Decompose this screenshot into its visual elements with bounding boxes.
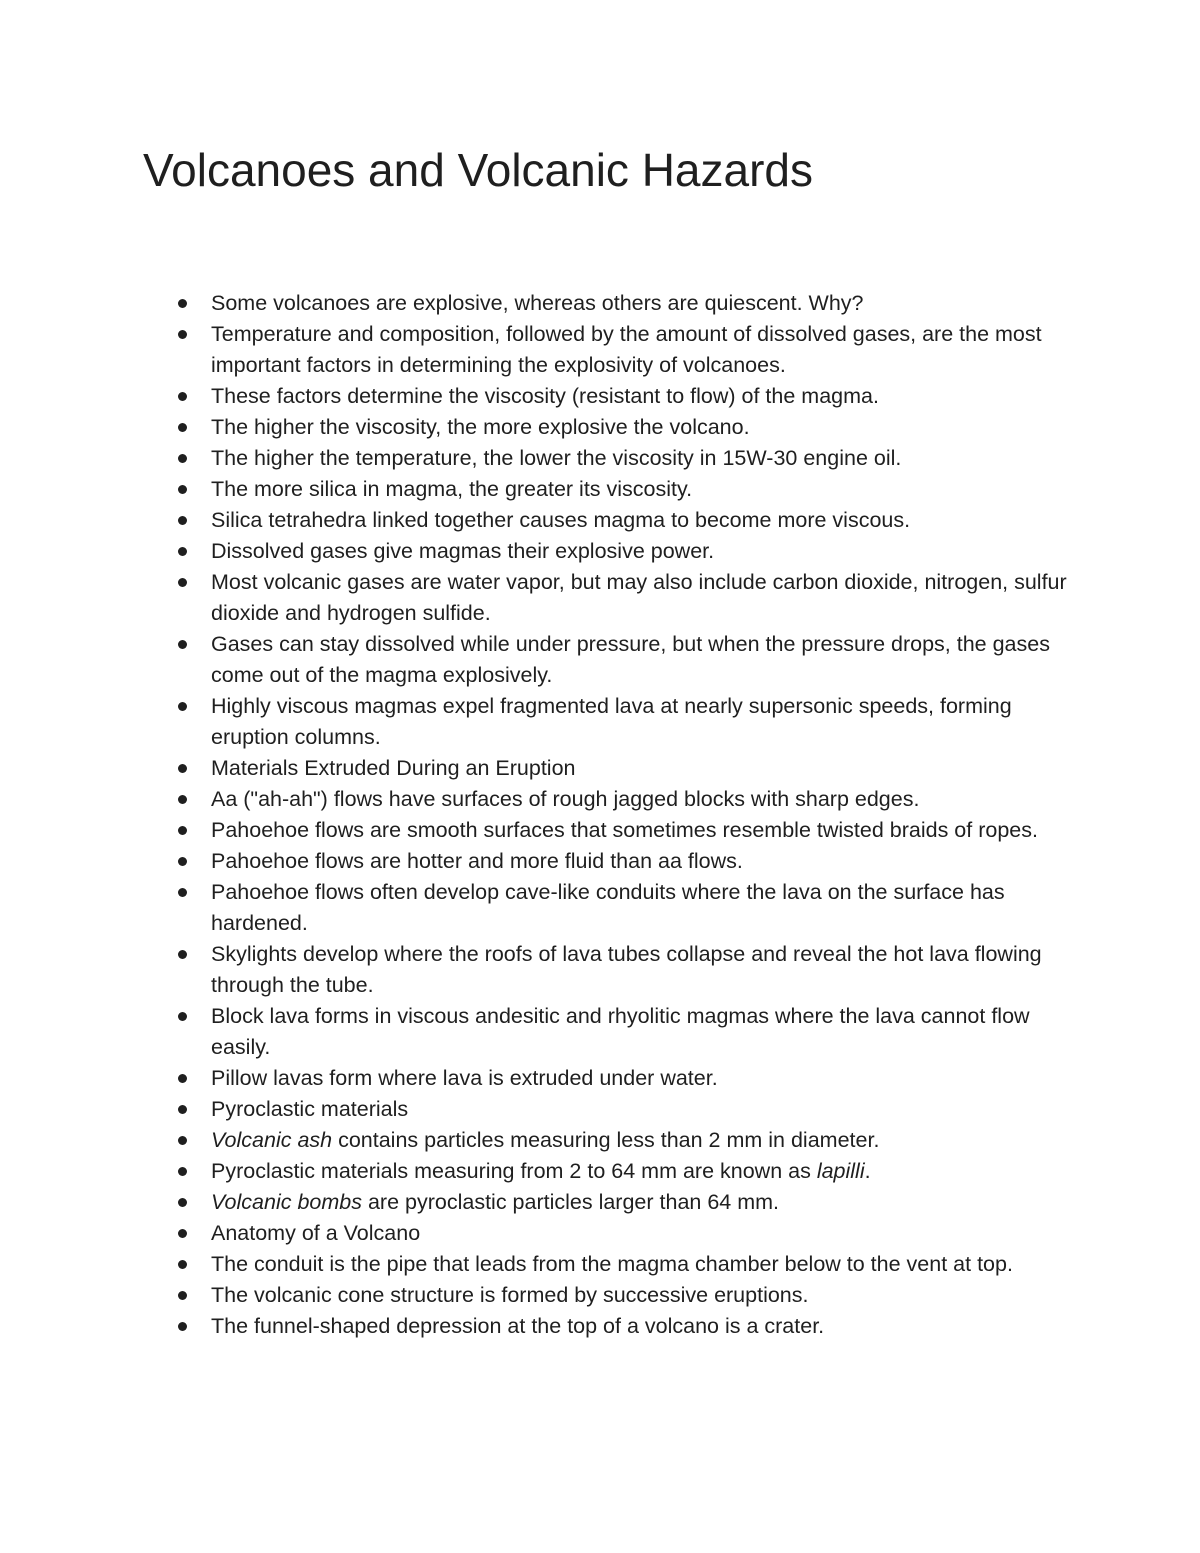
list-item-italic-term: lapilli (816, 1159, 865, 1183)
list-item-text: Silica tetrahedra linked together causes magma to become more viscous. (211, 508, 911, 532)
bullet-icon (178, 888, 187, 897)
list-item-text: The higher the viscosity, the more explosive the volcano. (211, 415, 750, 439)
bullet-icon (178, 1074, 187, 1083)
list-item-text: Block lava forms in viscous andesitic and rhyolitic magmas where the lava cannot flow easily. (211, 1004, 1030, 1059)
bullet-icon (178, 1198, 187, 1207)
bullet-icon (178, 578, 187, 587)
list-item (211, 1187, 1071, 1218)
list-item (211, 1311, 1071, 1342)
list-item-text: are pyroclastic particles larger than 64 mm. (361, 1190, 780, 1214)
bullet-icon (178, 299, 187, 308)
list-item-text: Pahoehoe flows are smooth surfaces that sometimes resemble twisted braids of ropes. (211, 818, 1038, 842)
list-item (211, 877, 1071, 939)
list-item-text: The conduit is the pipe that leads from the magma chamber below to the vent at top. (211, 1252, 1013, 1276)
bullet-icon (178, 330, 187, 339)
list-item (211, 939, 1071, 1001)
bullet-icon (178, 640, 187, 649)
bullet-icon (178, 1167, 187, 1176)
list-item-text: Temperature and composition, followed by the amount of dissolved gases, are the most important factors in determining the explosivity of volcanoes. (211, 322, 1042, 377)
list-item (211, 443, 1071, 474)
list-item (211, 381, 1071, 412)
list-item (211, 288, 1071, 319)
bullet-icon (178, 702, 187, 711)
list-item-italic-term: Volcanic bombs (211, 1190, 362, 1214)
bullet-icon (178, 1105, 187, 1114)
list-item-text: Aa ("ah-ah") flows have surfaces of rough jagged blocks with sharp edges. (211, 787, 920, 811)
list-item-text: Anatomy of a Volcano (211, 1221, 421, 1245)
list-item-text: These factors determine the viscosity (resistant to flow) of the magma. (211, 384, 879, 408)
list-item (211, 1280, 1071, 1311)
list-item-text: Pillow lavas form where lava is extruded under water. (211, 1066, 718, 1090)
bullet-icon (178, 1260, 187, 1269)
list-item-text: Pyroclastic materials measuring from 2 to 64 mm are known as (211, 1159, 817, 1183)
list-item-text: Gases can stay dissolved while under pressure, but when the pressure drops, the gases come out of the magma explosively. (211, 632, 1050, 687)
list-item-text: The funnel-shaped depression at the top of a volcano is a crater. (211, 1314, 825, 1338)
list-item-text: Pyroclastic materials (211, 1097, 409, 1121)
list-item-text: Pahoehoe flows often develop cave-like conduits where the lava on the surface has hardened. (211, 880, 1005, 935)
bullet-icon (178, 826, 187, 835)
list-item (211, 629, 1071, 691)
bullet-icon (178, 423, 187, 432)
list-item (211, 1125, 1071, 1156)
list-item (211, 1094, 1071, 1125)
list-item (211, 1218, 1071, 1249)
list-item (211, 1063, 1071, 1094)
bullet-icon (178, 1136, 187, 1145)
bullet-icon (178, 485, 187, 494)
list-item (211, 412, 1071, 443)
list-item-italic-term: Volcanic ash (211, 1128, 333, 1152)
list-item-text: Highly viscous magmas expel fragmented lava at nearly supersonic speeds, forming eruption columns. (211, 694, 1012, 749)
list-item (211, 1249, 1071, 1280)
bullet-icon (178, 516, 187, 525)
list-item-text: Dissolved gases give magmas their explosive power. (211, 539, 715, 563)
list-item (211, 1001, 1071, 1063)
bullet-icon (178, 547, 187, 556)
list-item-text: The volcanic cone structure is formed by successive eruptions. (211, 1283, 809, 1307)
list-item-text-tail: . (864, 1159, 871, 1183)
list-item-text: Most volcanic gases are water vapor, but may also include carbon dioxide, nitrogen, sulfur dioxide and hydrogen sulfide. (211, 570, 1067, 625)
list-item (211, 505, 1071, 536)
list-item-text: The higher the temperature, the lower the viscosity in 15W-30 engine oil. (211, 446, 902, 470)
bullet-list (211, 288, 1071, 1342)
list-item (211, 815, 1071, 846)
bullet-icon (178, 950, 187, 959)
list-item (211, 1156, 1071, 1187)
bullet-icon (178, 1012, 187, 1021)
list-item (211, 753, 1071, 784)
bullet-icon (178, 1229, 187, 1238)
bullet-icon (178, 392, 187, 401)
bullet-icon (178, 454, 187, 463)
list-item (211, 319, 1071, 381)
list-item (211, 474, 1071, 505)
bullet-icon (178, 1291, 187, 1300)
bullet-icon (178, 857, 187, 866)
list-item (211, 536, 1071, 567)
list-item (211, 784, 1071, 815)
list-item-text: contains particles measuring less than 2 mm in diameter. (332, 1128, 880, 1152)
page-title: Volcanoes and Volcanic Hazards (143, 144, 813, 196)
list-item-text: The more silica in magma, the greater its viscosity. (211, 477, 693, 501)
list-item-text: Some volcanoes are explosive, whereas others are quiescent. Why? (211, 291, 864, 315)
bullet-icon (178, 795, 187, 804)
list-item-text: Materials Extruded During an Eruption (211, 756, 576, 780)
bullet-icon (178, 1322, 187, 1331)
list-item-text: Skylights develop where the roofs of lava tubes collapse and reveal the hot lava flowing through the tube. (211, 942, 1042, 997)
list-item (211, 846, 1071, 877)
list-item-text: Pahoehoe flows are hotter and more fluid than aa flows. (211, 849, 743, 873)
bullet-icon (178, 764, 187, 773)
list-item (211, 567, 1071, 629)
list-item (211, 691, 1071, 753)
